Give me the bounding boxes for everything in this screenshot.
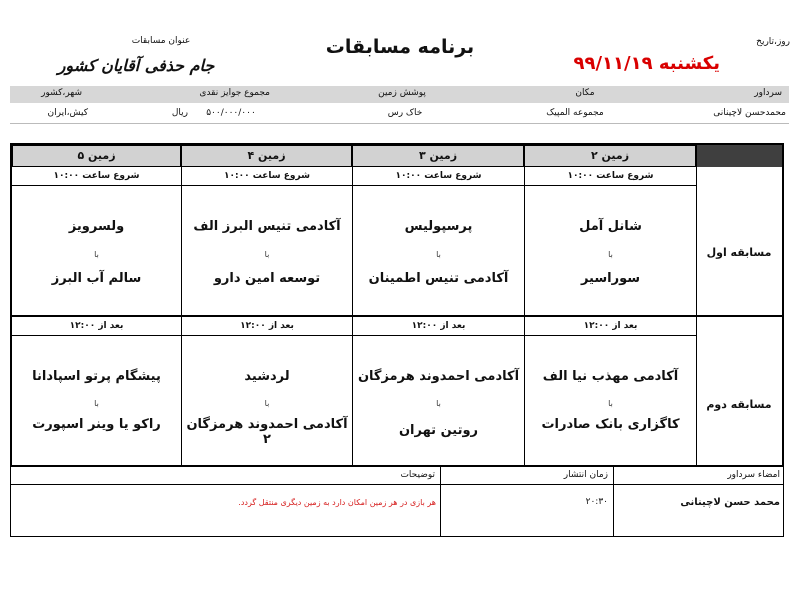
round-1-time-court-4: شروع ساعت ۱۰:۰۰ [182, 168, 352, 186]
match-r2-c3 [353, 337, 524, 465]
place-label: مکان [575, 88, 595, 98]
team-home: ولسرویز [68, 219, 125, 234]
coach-label: سرداور [754, 88, 782, 98]
signature-value: محمد حسن لاچینانی [680, 497, 780, 508]
round-1-label: مسابقه اول [706, 246, 772, 259]
team-home: لردشید [244, 369, 290, 384]
notes-value: هر بازی در هر زمین امکان دارد به زمین دیگری منتقل گردد. [238, 498, 436, 507]
program-title: برنامه مسابقات [325, 36, 475, 58]
place-value: مجموعه المپیک [546, 108, 604, 118]
date-label: روز،تاریخ [756, 37, 790, 47]
team-home: آکادمی احمدوند هرمزگان [357, 369, 520, 384]
round-2-time-court-5: بعد از ۱۲:۰۰ [12, 318, 181, 336]
vs-label: با [608, 250, 613, 259]
round-1-time-court-5: شروع ساعت ۱۰:۰۰ [12, 168, 181, 186]
team-home: آکادمی تنیس البرز الف [193, 219, 341, 234]
round-2-time-court-4: بعد از ۱۲:۰۰ [182, 318, 352, 336]
match-r1-c2 [525, 187, 696, 315]
round-1-time-court-3: شروع ساعت ۱۰:۰۰ [353, 168, 524, 186]
team-away: سالم آب البرز [51, 271, 142, 286]
round-2-time-court-3: بعد از ۱۲:۰۰ [353, 318, 524, 336]
team-away: آکادمی تنیس اطمینان [368, 271, 509, 286]
competition-title-label: عنوان مسابقات [131, 36, 191, 46]
vs-label: با [264, 399, 270, 408]
team-away: توسعه امین دارو [213, 271, 321, 286]
team-home: پرسپولیس [404, 219, 473, 234]
vs-label: با [94, 399, 99, 408]
team-away: روتین تهران [398, 423, 479, 438]
match-r2-c5 [12, 337, 181, 465]
court-header-4: زمین ۴ [181, 145, 352, 167]
corner-cell [696, 145, 782, 167]
vs-label: با [436, 250, 441, 259]
court-header-2: زمین ۲ [524, 145, 696, 167]
round-2-label: مسابقه دوم [706, 398, 772, 411]
surface-value: خاک رس [387, 108, 423, 118]
coach-value: محمدحسن لاچینانی [713, 108, 786, 118]
vs-label: با [94, 250, 99, 259]
court-header-3: زمین ۳ [352, 145, 524, 167]
team-away: راکو یا وینر اسپورت [32, 417, 161, 432]
prize-unit: ریال [171, 108, 188, 118]
team-home: آکادمی مهذب نیا الف [542, 369, 679, 384]
city-label: شهر،کشور [41, 88, 82, 98]
prize-label: مجموع جوایز نقدی [199, 88, 270, 98]
vs-label: با [608, 399, 613, 408]
match-r1-c5 [12, 187, 181, 315]
team-home: پیشگام پرتو اسپادانا [32, 369, 161, 384]
match-r2-c2 [525, 337, 696, 465]
team-away: کاگزاری بانک صادرات [541, 417, 680, 432]
team-away: آکادمی احمدوند هرمزگان ۲ [186, 417, 348, 447]
city-value: کیش،ایران [47, 108, 88, 118]
round-2-time-court-2: بعد از ۱۲:۰۰ [525, 318, 696, 336]
round-1-time-court-2: شروع ساعت ۱۰:۰۰ [525, 168, 696, 186]
match-r1-c3 [353, 187, 524, 315]
notes-label: توضیحات [400, 470, 435, 480]
signature-label: امضاء سرداور [727, 470, 780, 480]
prize-amount: ۵۰۰/۰۰۰/۰۰۰ [206, 108, 256, 118]
match-r2-c4 [182, 337, 352, 465]
date-value: یکشنبه ۹۹/۱۱/۱۹ [573, 53, 720, 74]
surface-label: پوشش زمین [378, 88, 426, 98]
vs-label: با [264, 250, 270, 259]
publish-time-value: ۲۰:۳۰ [585, 497, 608, 507]
vs-label: با [436, 399, 441, 408]
publish-time-label: زمان انتشار [563, 470, 608, 480]
court-header-5: زمین ۵ [12, 145, 181, 167]
team-home: شانل آمل [579, 219, 642, 234]
match-r1-c4 [182, 187, 352, 315]
team-away: سوراسیر [580, 271, 641, 286]
competition-title: جام حذفی آقایان کشور [57, 56, 215, 75]
